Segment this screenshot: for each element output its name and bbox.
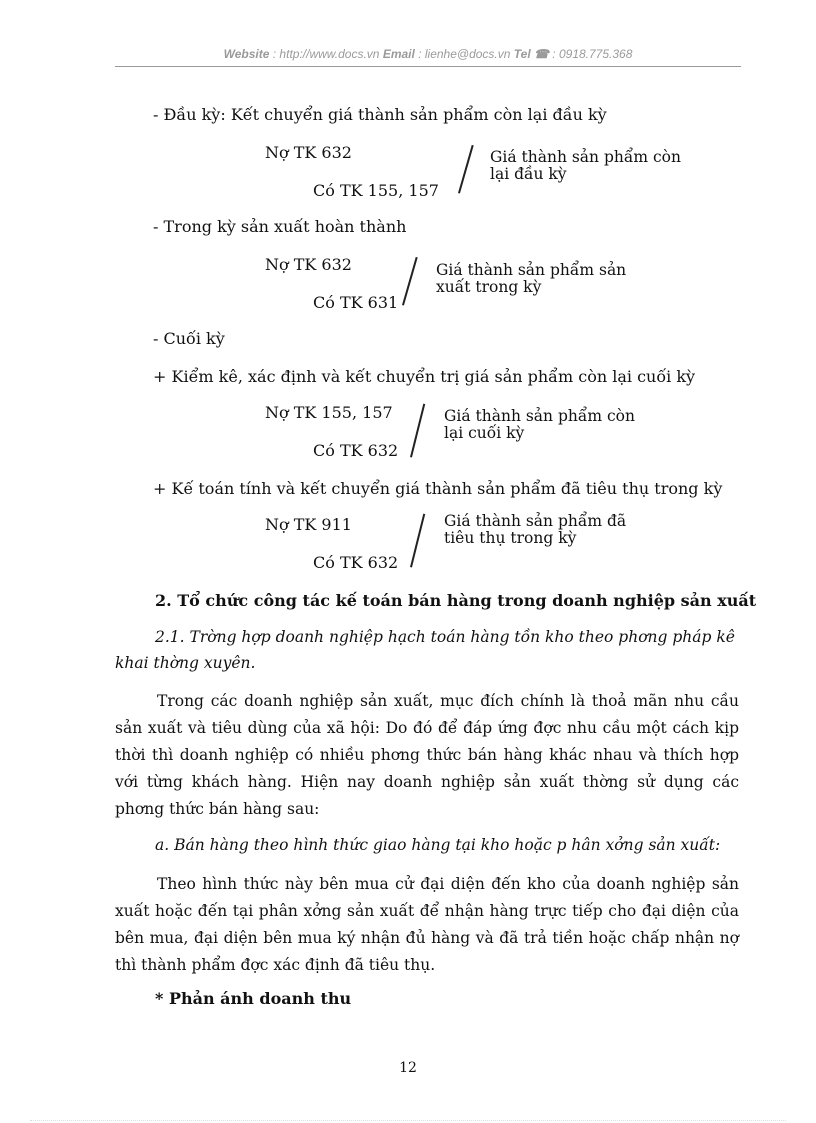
reflect-heading: * Phản ánh doanh thu [155,989,352,1008]
entry-title: + Kế toán tính và kết chuyển giá thành sản phẩm đã tiêu thụ trong kỳ [153,479,723,498]
tel-label: Tel ☎ [513,47,549,61]
entry-title: - Đầu kỳ: Kết chuyển giá thành sản phẩm còn lại đầu kỳ [153,105,607,124]
separator-slash [410,514,425,568]
bottom-divider [30,1120,786,1121]
header-divider [115,66,741,67]
entry-title: - Cuối kỳ [153,329,225,348]
paragraph [115,871,739,979]
credit-account: Có TK 632 [313,441,399,460]
debit-account: Nợ TK 155, 157 [265,403,393,422]
website-label: Website [223,47,270,61]
debit-account: Nợ TK 632 [265,255,352,274]
paragraph [115,688,739,823]
credit-account: Có TK 632 [313,553,399,572]
entry-title: + Kiểm kê, xác định và kết chuyển trị giá sản phẩm còn lại cuối kỳ [153,367,696,386]
separator-slash [402,257,418,306]
credit-account: Có TK 155, 157 [313,181,439,200]
entry-note: Giá thành sản phẩm còn lại cuối kỳ [444,407,635,442]
email-value[interactable]: : lienhe@docs.vn [418,47,511,61]
page-number: 12 [399,1060,417,1076]
credit-account: Có TK 631 [313,293,399,312]
website-url[interactable]: : http://www.docs.vn [272,47,380,61]
entry-title: - Trong kỳ sản xuất hoàn thành [153,217,407,236]
subsection-heading-line2: khai thờng xuyên. [115,654,256,672]
section-heading: 2. Tổ chức công tác kế toán bán hàng trong doanh nghiệp sản xuất [155,591,757,610]
paragraph-text: Trong các doanh nghiệp sản xuất, mục đích chính là thoả mãn nhu cầu sản xuất và tiêu dùng của xã hội: Do đó để đáp ứng đợc nhu cầu một cách kịp thời thì doanh nghiệp có nhiều phơng thức bán hàng khác nhau và thích hợp với từng khách hàng. Hiện nay doanh nghiệp sản xuất thờng sử dụng các phơng thức bán hàng sau: [115,692,739,818]
page-header [115,47,741,61]
entry-note: Giá thành sản phẩm còn lại đầu kỳ [490,148,681,183]
separator-slash [458,145,474,194]
subsection-a-heading: a. Bán hàng theo hình thức giao hàng tại kho hoặc p hân xởng sản xuất: [155,836,721,854]
debit-account: Nợ TK 632 [265,143,352,162]
subsection-heading-line1: 2.1. Trờng hợp doanh nghiệp hạch toán hàng tồn kho theo phơng pháp kê [155,628,735,646]
email-label: Email [382,47,415,61]
paragraph-text: Theo hình thức này bên mua cử đại diện đến kho của doanh nghiệp sản xuất hoặc đến tại phân xởng sản xuất để nhận hàng trực tiếp cho đại diện của bên mua, đại diện bên mua ký nhận đủ hàng và đã trả tiền hoặc chấp nhận nợ thì thành phẩm đợc xác định đã tiêu thụ. [115,875,739,974]
debit-account: Nợ TK 911 [265,515,352,534]
separator-slash [410,404,425,458]
tel-value: : 0918.775.368 [552,47,633,61]
entry-note: Giá thành sản phẩm sản xuất trong kỳ [436,261,627,296]
entry-note: Giá thành sản phẩm đã tiêu thụ trong kỳ [444,512,627,547]
